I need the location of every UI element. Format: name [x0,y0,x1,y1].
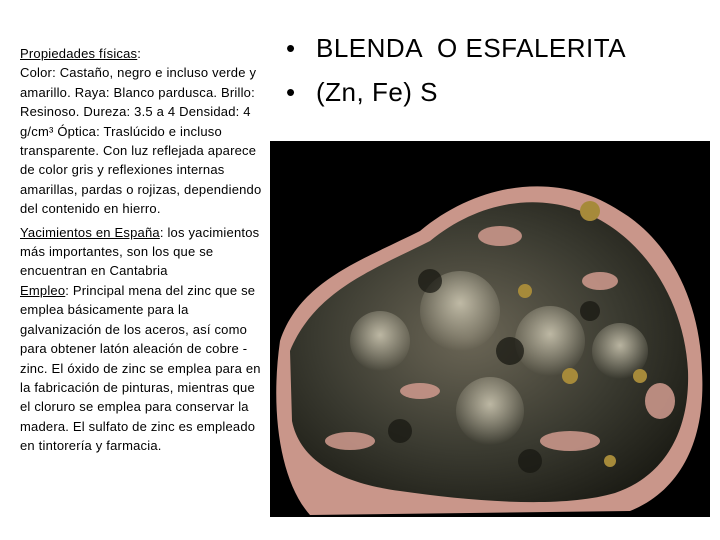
streak-label: Raya: [74,84,110,100]
deposits-heading: Yacimientos en España [20,224,160,240]
bullet-dot-icon: • [286,33,296,63]
luster-value: Resinoso. [20,104,84,120]
properties-heading: Propiedades físicas [20,46,138,61]
density-label: Densidad: [179,104,240,120]
color-label: Color: [20,65,56,81]
uses-heading: Empleo [20,282,66,298]
mineral-name: BLENDA O ESFALERITA [316,33,627,63]
optics-label: Óptica: [57,123,100,139]
deposits-text: : los yacimientos más importantes, son los que se encuentran en Cantabria [20,224,260,279]
optics-value: Traslúcido e incluso transparente. Con luz reflejada aparece de color gris y reflexiones internas amarillas, pardas o rojizas, dependiendo del contenido en hierro. [20,123,262,217]
luster-label: Brillo: [221,84,255,100]
mineral-formula: (Zn, Fe) S [316,77,439,107]
density-value: 4 g/cm³ [20,104,251,139]
properties-paragraph [20,44,268,219]
properties-heading-colon: : [137,46,142,61]
hardness-value: 3.5 a 4 [130,104,180,120]
title-bullet-list [286,26,706,114]
deposits-paragraph [20,223,268,456]
color-value: Castaño, negro e incluso verde y amarillo. [20,65,257,100]
bullet-dot-icon: • [286,77,296,107]
hardness-label: Dureza: [83,104,131,120]
mineral-photo [270,141,710,517]
uses-text: : Principal mena del zinc que se emplea básicamente para la galvanización de los aceros, así como para obtener latón aleación de cobre - zinc. El óxido de zinc se emplea para en la fabricación de pinturas, mientras que el cloruro se emplea para conservar la madera. El sulfato de zinc es empleado en tintorería y farmacia. [20,282,261,454]
mineral-description [20,44,268,456]
streak-value: Blanco pardusca. [109,84,221,100]
bullet-mineral-name [286,26,706,70]
sphalerite-specimen-image [270,141,710,517]
bullet-formula [286,70,706,114]
